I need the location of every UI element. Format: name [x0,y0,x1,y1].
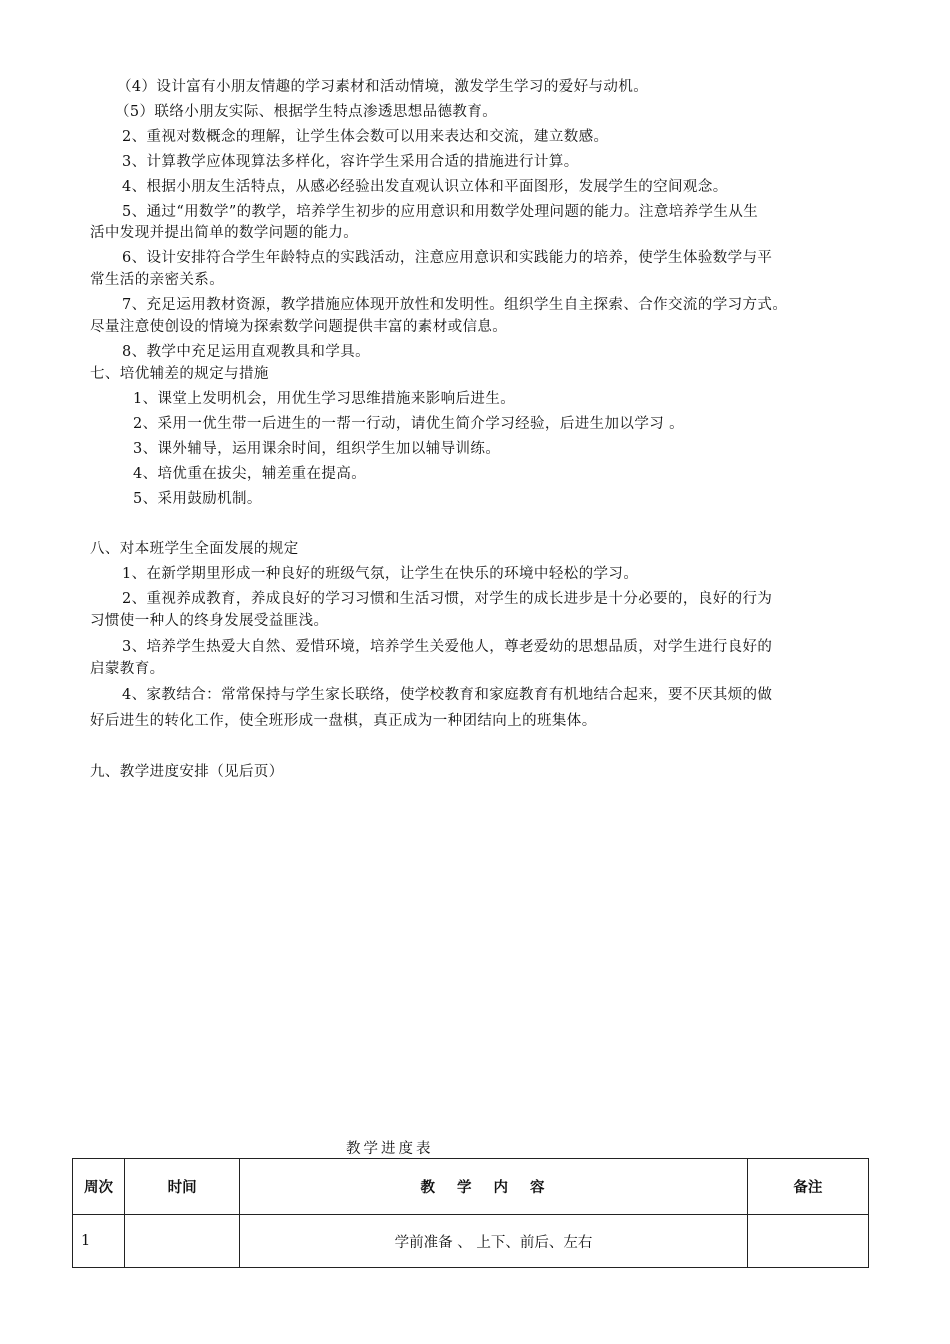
text-line: 4、培优重在拔尖，辅差重在提高。 [133,466,367,482]
cell-week: 1 [73,1215,125,1268]
cell-content: 学前准备 、 上下、前后、左右 [240,1215,748,1268]
text-line: 活中发现并提出简单的数学问题的能力。 [90,225,359,241]
text-line: 5、采用鼓励机制。 [133,491,262,507]
text-line: 1、课堂上发明机会，用优生学习思维措施来影响后进生。 [133,391,516,407]
table-header-row [73,1159,869,1215]
text-line: 3、计算教学应体现算法多样化，容许学生采用合适的措施进行计算。 [122,154,579,170]
section-heading: 八、对本班学生全面发展的规定 [90,541,299,557]
header-content: 教学内容 [240,1159,748,1215]
text-line: 6、设计安排符合学生年龄特点的实践活动，注意应用意识和实践能力的培养，使学生体验数学与平 [122,250,773,266]
text-line: 尽量注意使创设的情境为探索数学问题提供丰富的素材或信息。 [90,319,508,335]
header-note: 备注 [747,1159,868,1215]
header-week: 周次 [73,1159,125,1215]
text-line: 3、培养学生热爱大自然、爱惜环境，培养学生关爱他人，尊老爱幼的思想品质，对学生进行良好的 [122,639,773,655]
text-line: 8、教学中充足运用直观教具和学具。 [122,344,371,360]
header-time: 时间 [125,1159,240,1215]
text-line: 7、充足运用教材资源，教学措施应体现开放性和发明性。组织学生自主探索、合作交流的学习方式。 [122,297,788,313]
text-line: 2、采用一优生带一后进生的一帮一行动，请优生简介学习经验，后进生加以学习 。 [133,416,685,432]
text-line: 1、在新学期里形成一种良好的班级气氛，让学生在快乐的环境中轻松的学习。 [122,566,639,582]
section-heading: 九、教学进度安排（见后页） [90,764,284,780]
cell-time [125,1215,240,1268]
section-heading: 七、培优辅差的规定与措施 [90,366,269,382]
table-title: 教学进度表 [346,1141,434,1157]
text-line: （4）设计富有小朋友情趣的学习素材和活动情境，激发学生学习的爱好与动机。 [117,79,649,95]
text-line: （5）联络小朋友实际、根据学生特点渗透思想品德教育。 [115,104,498,120]
text-line: 常生活的亲密关系。 [90,272,225,288]
text-line: 好后进生的转化工作，使全班形成一盘棋，真正成为一种团结向上的班集体。 [90,713,597,729]
text-line: 5、通过“用数学”的教学，培养学生初步的应用意识和用数学处理问题的能力。注意培养学生从生 [122,204,759,220]
text-line: 4、家教结合：常常保持与学生家长联络，使学校教育和家庭教育有机地结合起来，要不厌其烦的做 [122,687,773,703]
text-line: 2、重视对数概念的理解，让学生体会数可以用来表达和交流，建立数感。 [122,129,609,145]
text-line: 3、课外辅导，运用课余时间，组织学生加以辅导训练。 [133,441,501,457]
text-line: 4、根据小朋友生活特点，从感必经验出发直观认识立体和平面图形，发展学生的空间观念。 [122,179,728,195]
text-line: 启蒙教育。 [90,661,165,677]
text-line: 2、重视养成教育，养成良好的学习习惯和生活习惯，对学生的成长进步是十分必要的，良好的行为 [122,591,773,607]
table-row [73,1215,869,1268]
schedule-table [72,1158,869,1268]
cell-note [747,1215,868,1268]
text-line: 习惯使一种人的终身发展受益匪浅。 [90,613,329,629]
